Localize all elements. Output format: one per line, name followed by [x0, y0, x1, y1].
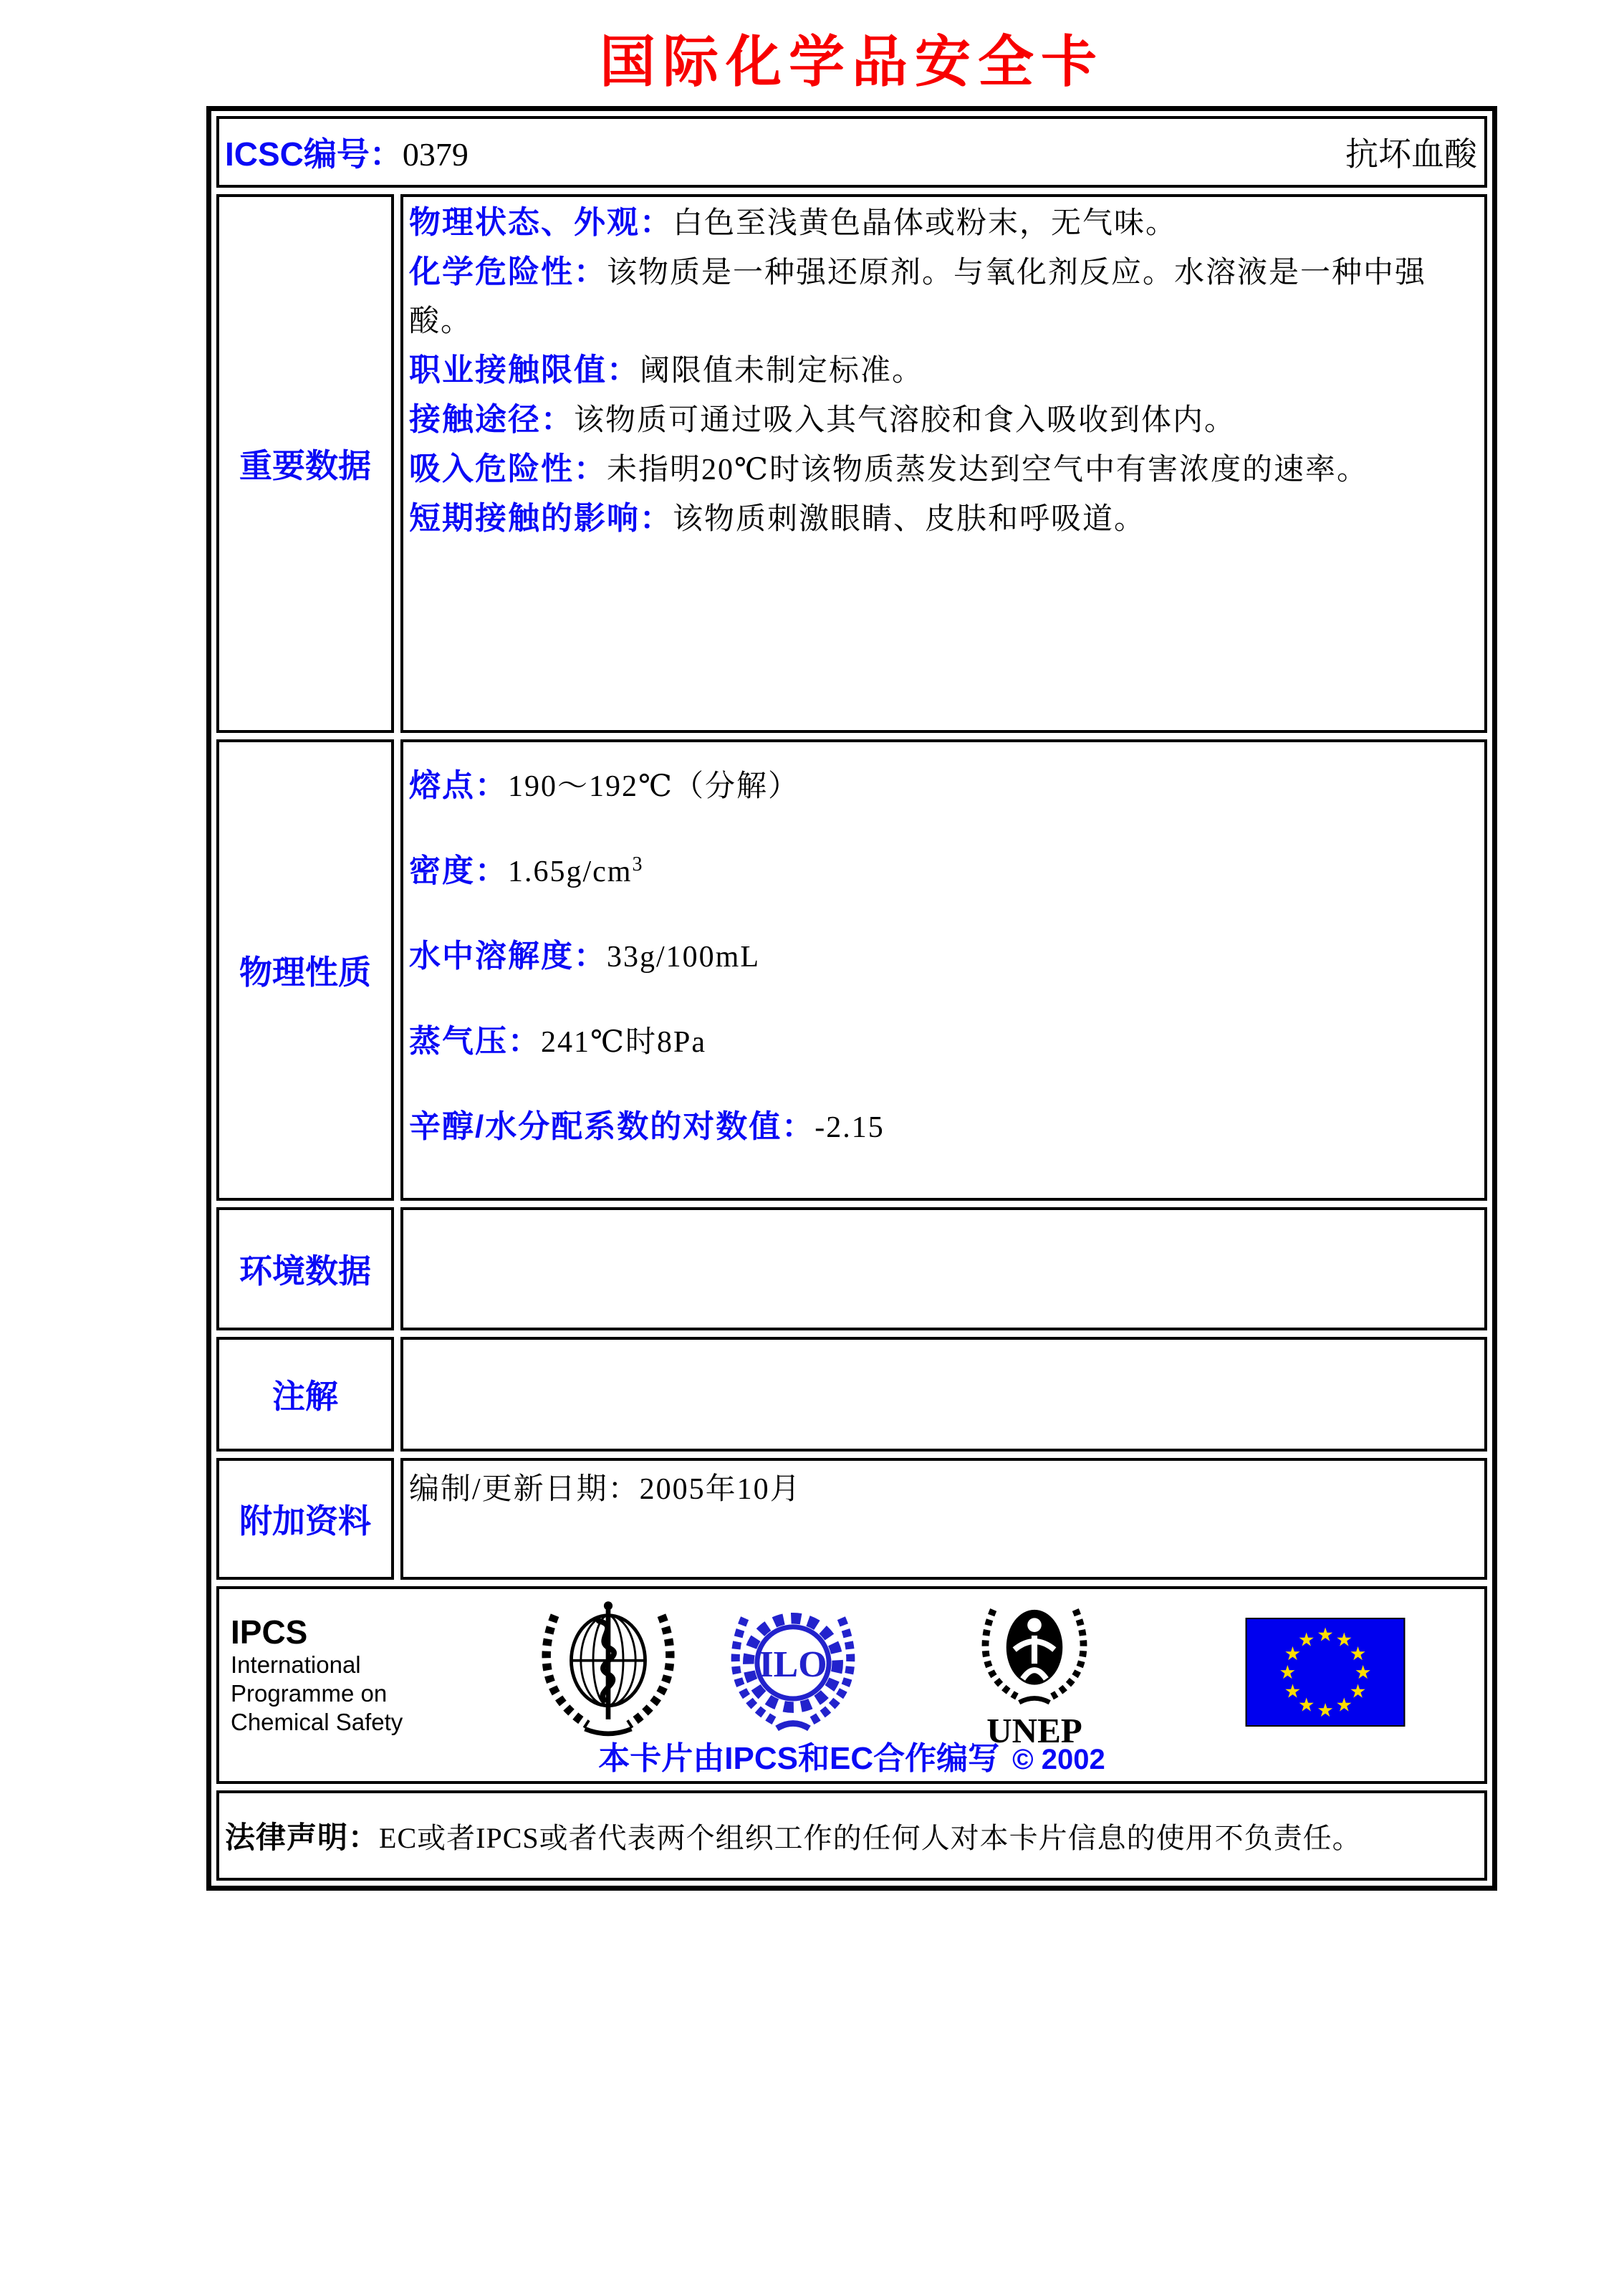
item-text: 未指明20℃时该物质蒸发达到空气中有害浓度的速率。: [607, 454, 1368, 486]
item-label: 化学危险性：: [409, 254, 607, 289]
svg-text:★: ★: [1317, 1624, 1334, 1646]
ilo-logo-icon: [725, 1603, 861, 1740]
svg-text:★: ★: [1335, 1629, 1353, 1651]
ipcs-title: IPCS: [231, 1613, 308, 1651]
physical-item: [409, 999, 1477, 1085]
physical-item: [409, 1085, 1477, 1170]
section-label-physical-properties: [216, 739, 394, 1201]
svg-text:★: ★: [1297, 1629, 1315, 1651]
section-content-important-data: [400, 194, 1487, 733]
svg-text:★: ★: [1354, 1662, 1372, 1684]
important-item: [409, 445, 1477, 494]
ipcs-line: Chemical Safety: [231, 1709, 403, 1735]
section-label-additional-info: [216, 1458, 394, 1580]
item-text: 190～192℃（分解）: [508, 770, 799, 803]
section-label-text: 附加资料: [239, 1502, 371, 1540]
legal-disclaimer-label: 法律声明：: [225, 1820, 380, 1854]
physical-item: [409, 914, 1477, 999]
chemical-name: 抗坏血酸: [1345, 136, 1477, 173]
section-content-environmental-data: [400, 1207, 1487, 1330]
physical-item: [409, 829, 1477, 914]
important-item: [409, 494, 1477, 544]
section-label-text: 重要数据: [239, 447, 371, 484]
svg-text:★: ★: [1284, 1681, 1302, 1703]
item-text: 阈限值未制定标准。: [640, 355, 924, 388]
section-label-important-data: [216, 194, 394, 733]
item-label: 蒸气压：: [409, 1024, 541, 1059]
item-label: 密度：: [409, 853, 508, 888]
item-text: 33g/100mL: [607, 941, 760, 974]
item-text: 1.65g/cm: [508, 855, 633, 888]
ilo-logo-text: ILO: [759, 1644, 827, 1685]
header-row: [216, 116, 1487, 188]
item-text: -2.15: [815, 1111, 885, 1144]
svg-text:★: ★: [1297, 1694, 1315, 1717]
ipcs-line: International: [231, 1651, 361, 1678]
svg-text:★: ★: [1279, 1662, 1297, 1684]
item-label: 吸入危险性：: [409, 451, 607, 486]
item-text: 白色至浅黄色晶体或粉末，无气味。: [673, 207, 1178, 240]
unep-logo-text: UNEP: [986, 1710, 1082, 1748]
item-label: 水中溶解度：: [409, 939, 607, 974]
item-superscript: 3: [632, 853, 644, 875]
svg-text:★: ★: [1284, 1643, 1302, 1665]
svg-text:★: ★: [1335, 1694, 1353, 1717]
update-date-label: 编制/更新日期：: [409, 1473, 640, 1506]
section-label-environmental-data: [216, 1207, 394, 1330]
legal-disclaimer-text: EC或者IPCS或者代表两个组织工作的任何人对本卡片信息的使用不负责任。: [379, 1821, 1362, 1854]
item-label: 辛醇/水分配系数的对数值：: [409, 1109, 815, 1144]
eu-flag-icon: [1245, 1618, 1406, 1727]
item-text: 该物质刺激眼睛、皮肤和呼吸道。: [673, 503, 1146, 536]
icsc-number-label: ICSC编号：: [225, 135, 403, 173]
update-date-value: 2005年10月: [639, 1473, 802, 1506]
legal-disclaimer-row: [216, 1790, 1487, 1881]
item-label: 物理状态、外观：: [409, 205, 673, 240]
item-label: 接触途径：: [409, 402, 574, 437]
item-label: 职业接触限值：: [409, 352, 640, 388]
cooperation-caption: [219, 1732, 1484, 1778]
section-label-notes: [216, 1337, 394, 1452]
section-label-text: 注解: [272, 1378, 338, 1415]
important-item: [409, 248, 1477, 346]
icsc-number-group: [225, 128, 469, 176]
update-date-line: [409, 1465, 1477, 1514]
item-label: 熔点：: [409, 768, 508, 803]
section-content-additional-info: [400, 1458, 1487, 1580]
important-item: [409, 395, 1477, 445]
unep-logo-icon: [970, 1593, 1099, 1748]
section-content-physical-properties: [400, 739, 1487, 1201]
page-title: 国际化学品安全卡: [599, 31, 1104, 93]
ipcs-text-block: [231, 1613, 403, 1737]
svg-text:★: ★: [1317, 1699, 1334, 1722]
item-text: 241℃时8Pa: [541, 1026, 706, 1059]
icsc-number-value: 0379: [402, 136, 469, 173]
icsc-card: [206, 106, 1497, 1891]
copyright-text: © 2002: [1012, 1744, 1105, 1775]
important-item: [409, 346, 1477, 395]
item-label: 短期接触的影响：: [409, 501, 673, 536]
item-text: 该物质是一种强还原剂。与氧化剂反应。水溶液是一种中强酸。: [409, 256, 1427, 338]
section-label-text: 物理性质: [239, 954, 371, 991]
section-content-notes: [400, 1337, 1487, 1452]
physical-item: [409, 744, 1477, 829]
svg-text:★: ★: [1349, 1681, 1367, 1703]
ipcs-line: Programme on: [231, 1680, 388, 1707]
section-label-text: 环境数据: [239, 1252, 371, 1290]
cooperation-caption-text: 本卡片由IPCS和EC合作编写: [598, 1741, 1000, 1776]
important-item: [409, 198, 1477, 248]
logos-row: [216, 1586, 1487, 1784]
who-logo-icon: [533, 1593, 683, 1750]
item-text: 该物质可通过吸入其气溶胶和食入吸收到体内。: [574, 404, 1236, 437]
svg-text:★: ★: [1349, 1643, 1367, 1665]
